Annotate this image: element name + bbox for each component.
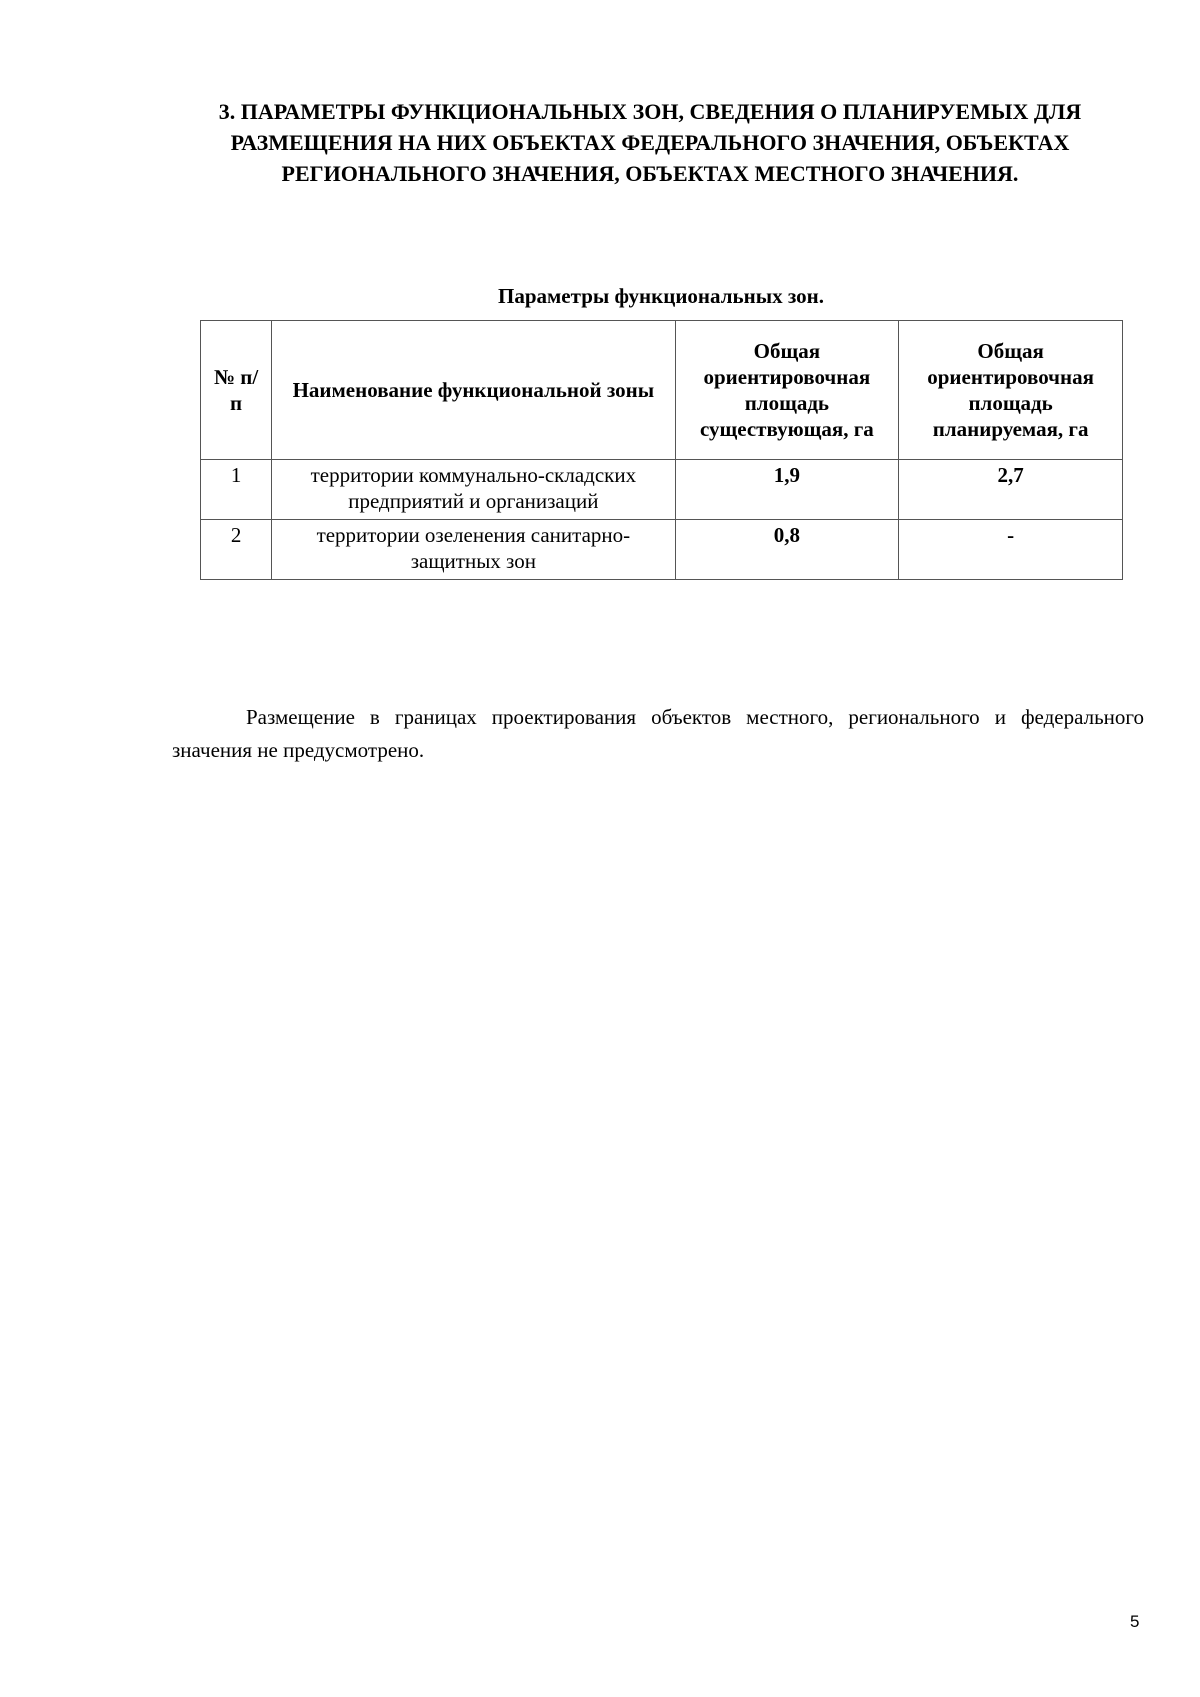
zone-name: территории коммунально-складских предприятий и организаций [272, 460, 675, 520]
table-row [201, 520, 1123, 580]
existing-area-value: 1,9 [675, 460, 899, 520]
planned-area-value: 2,7 [899, 460, 1123, 520]
zone-name: территории озеленения санитарно-защитных зон [272, 520, 675, 580]
existing-area-value: 0,8 [675, 520, 899, 580]
header-existing-area: Общая ориентировочная площадь существующая, га [675, 321, 899, 460]
table-caption: Параметры функциональных зон. [497, 284, 825, 308]
body-paragraph: Размещение в границах проектирования объектов местного, регионального и федерального значения не предусмотрено. [172, 705, 1144, 762]
row-number: 1 [201, 460, 272, 520]
header-number: № п/п [201, 321, 272, 460]
table-row [201, 460, 1123, 520]
page-number: 5 [1130, 1612, 1140, 1631]
section-heading-line: РЕГИОНАЛЬНОГО ЗНАЧЕНИЯ, ОБЪЕКТАХ МЕСТНОГО ЗНАЧЕНИЯ. [281, 161, 1019, 186]
table-header-row [201, 321, 1123, 460]
planned-area-value: - [899, 520, 1123, 580]
section-heading [170, 96, 1130, 189]
header-planned-area: Общая ориентировочная площадь планируемая, га [899, 321, 1123, 460]
row-number: 2 [201, 520, 272, 580]
header-zone-name: Наименование функциональной зоны [272, 321, 675, 460]
section-heading-line: 3. ПАРАМЕТРЫ ФУНКЦИОНАЛЬНЫХ ЗОН, СВЕДЕНИЯ О ПЛАНИРУЕМЫХ ДЛЯ [218, 99, 1082, 124]
section-heading-line: РАЗМЕЩЕНИЯ НА НИХ ОБЪЕКТАХ ФЕДЕРАЛЬНОГО ЗНАЧЕНИЯ, ОБЪЕКТАХ [230, 130, 1070, 155]
functional-zones-table [200, 320, 1123, 580]
